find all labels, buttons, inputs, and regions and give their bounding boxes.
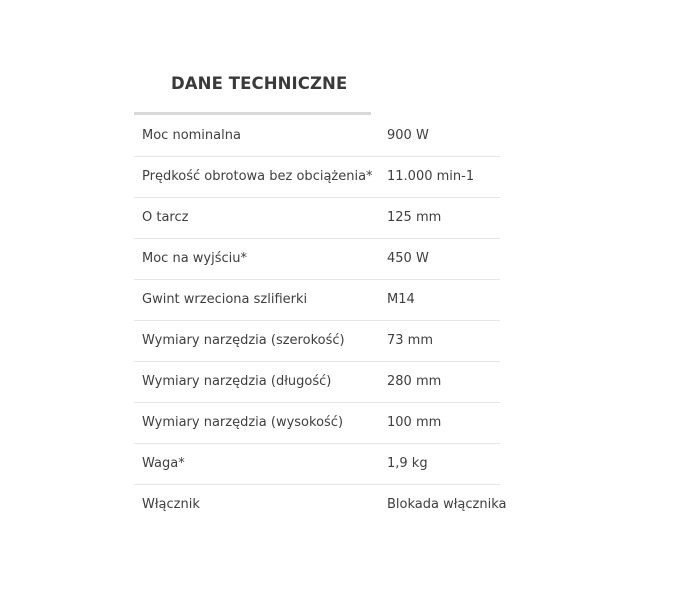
spec-value: 100 mm (379, 402, 500, 443)
table-row (134, 197, 500, 238)
spec-value: 450 W (379, 238, 500, 279)
table-row (134, 443, 500, 484)
spec-label: Waga* (134, 443, 379, 484)
spec-value: 280 mm (379, 361, 500, 402)
spec-label: Moc na wyjściu* (134, 238, 379, 279)
spec-value: M14 (379, 279, 500, 320)
table-row (134, 361, 500, 402)
table-row (134, 279, 500, 320)
spec-value: 11.000 min-1 (379, 156, 500, 197)
spec-label: Wymiary narzędzia (wysokość) (134, 402, 379, 443)
table-row (134, 484, 500, 525)
section-title: DANE TECHNICZNE (171, 74, 348, 93)
spec-label: Wymiary narzędzia (długość) (134, 361, 379, 402)
table-row (134, 320, 500, 361)
tab-technical-data[interactable] (134, 0, 371, 116)
spec-label: Gwint wrzeciona szlifierki (134, 279, 379, 320)
table-row (134, 238, 500, 279)
spec-value: 125 mm (379, 197, 500, 238)
spec-value: 900 W (379, 115, 500, 156)
spec-value: 73 mm (379, 320, 500, 361)
spec-label: O tarcz (134, 197, 379, 238)
spec-table (134, 115, 507, 525)
spec-value: 1,9 kg (379, 443, 500, 484)
table-row (134, 115, 500, 156)
spec-label: Moc nominalna (134, 115, 379, 156)
table-row (134, 156, 500, 197)
spec-label: Włącznik (142, 497, 200, 513)
spec-value: Blokada włącznika (387, 497, 507, 513)
spec-label: Prędkość obrotowa bez obciążenia* (134, 156, 379, 197)
table-row (134, 402, 500, 443)
spec-label: Wymiary narzędzia (szerokość) (134, 320, 379, 361)
